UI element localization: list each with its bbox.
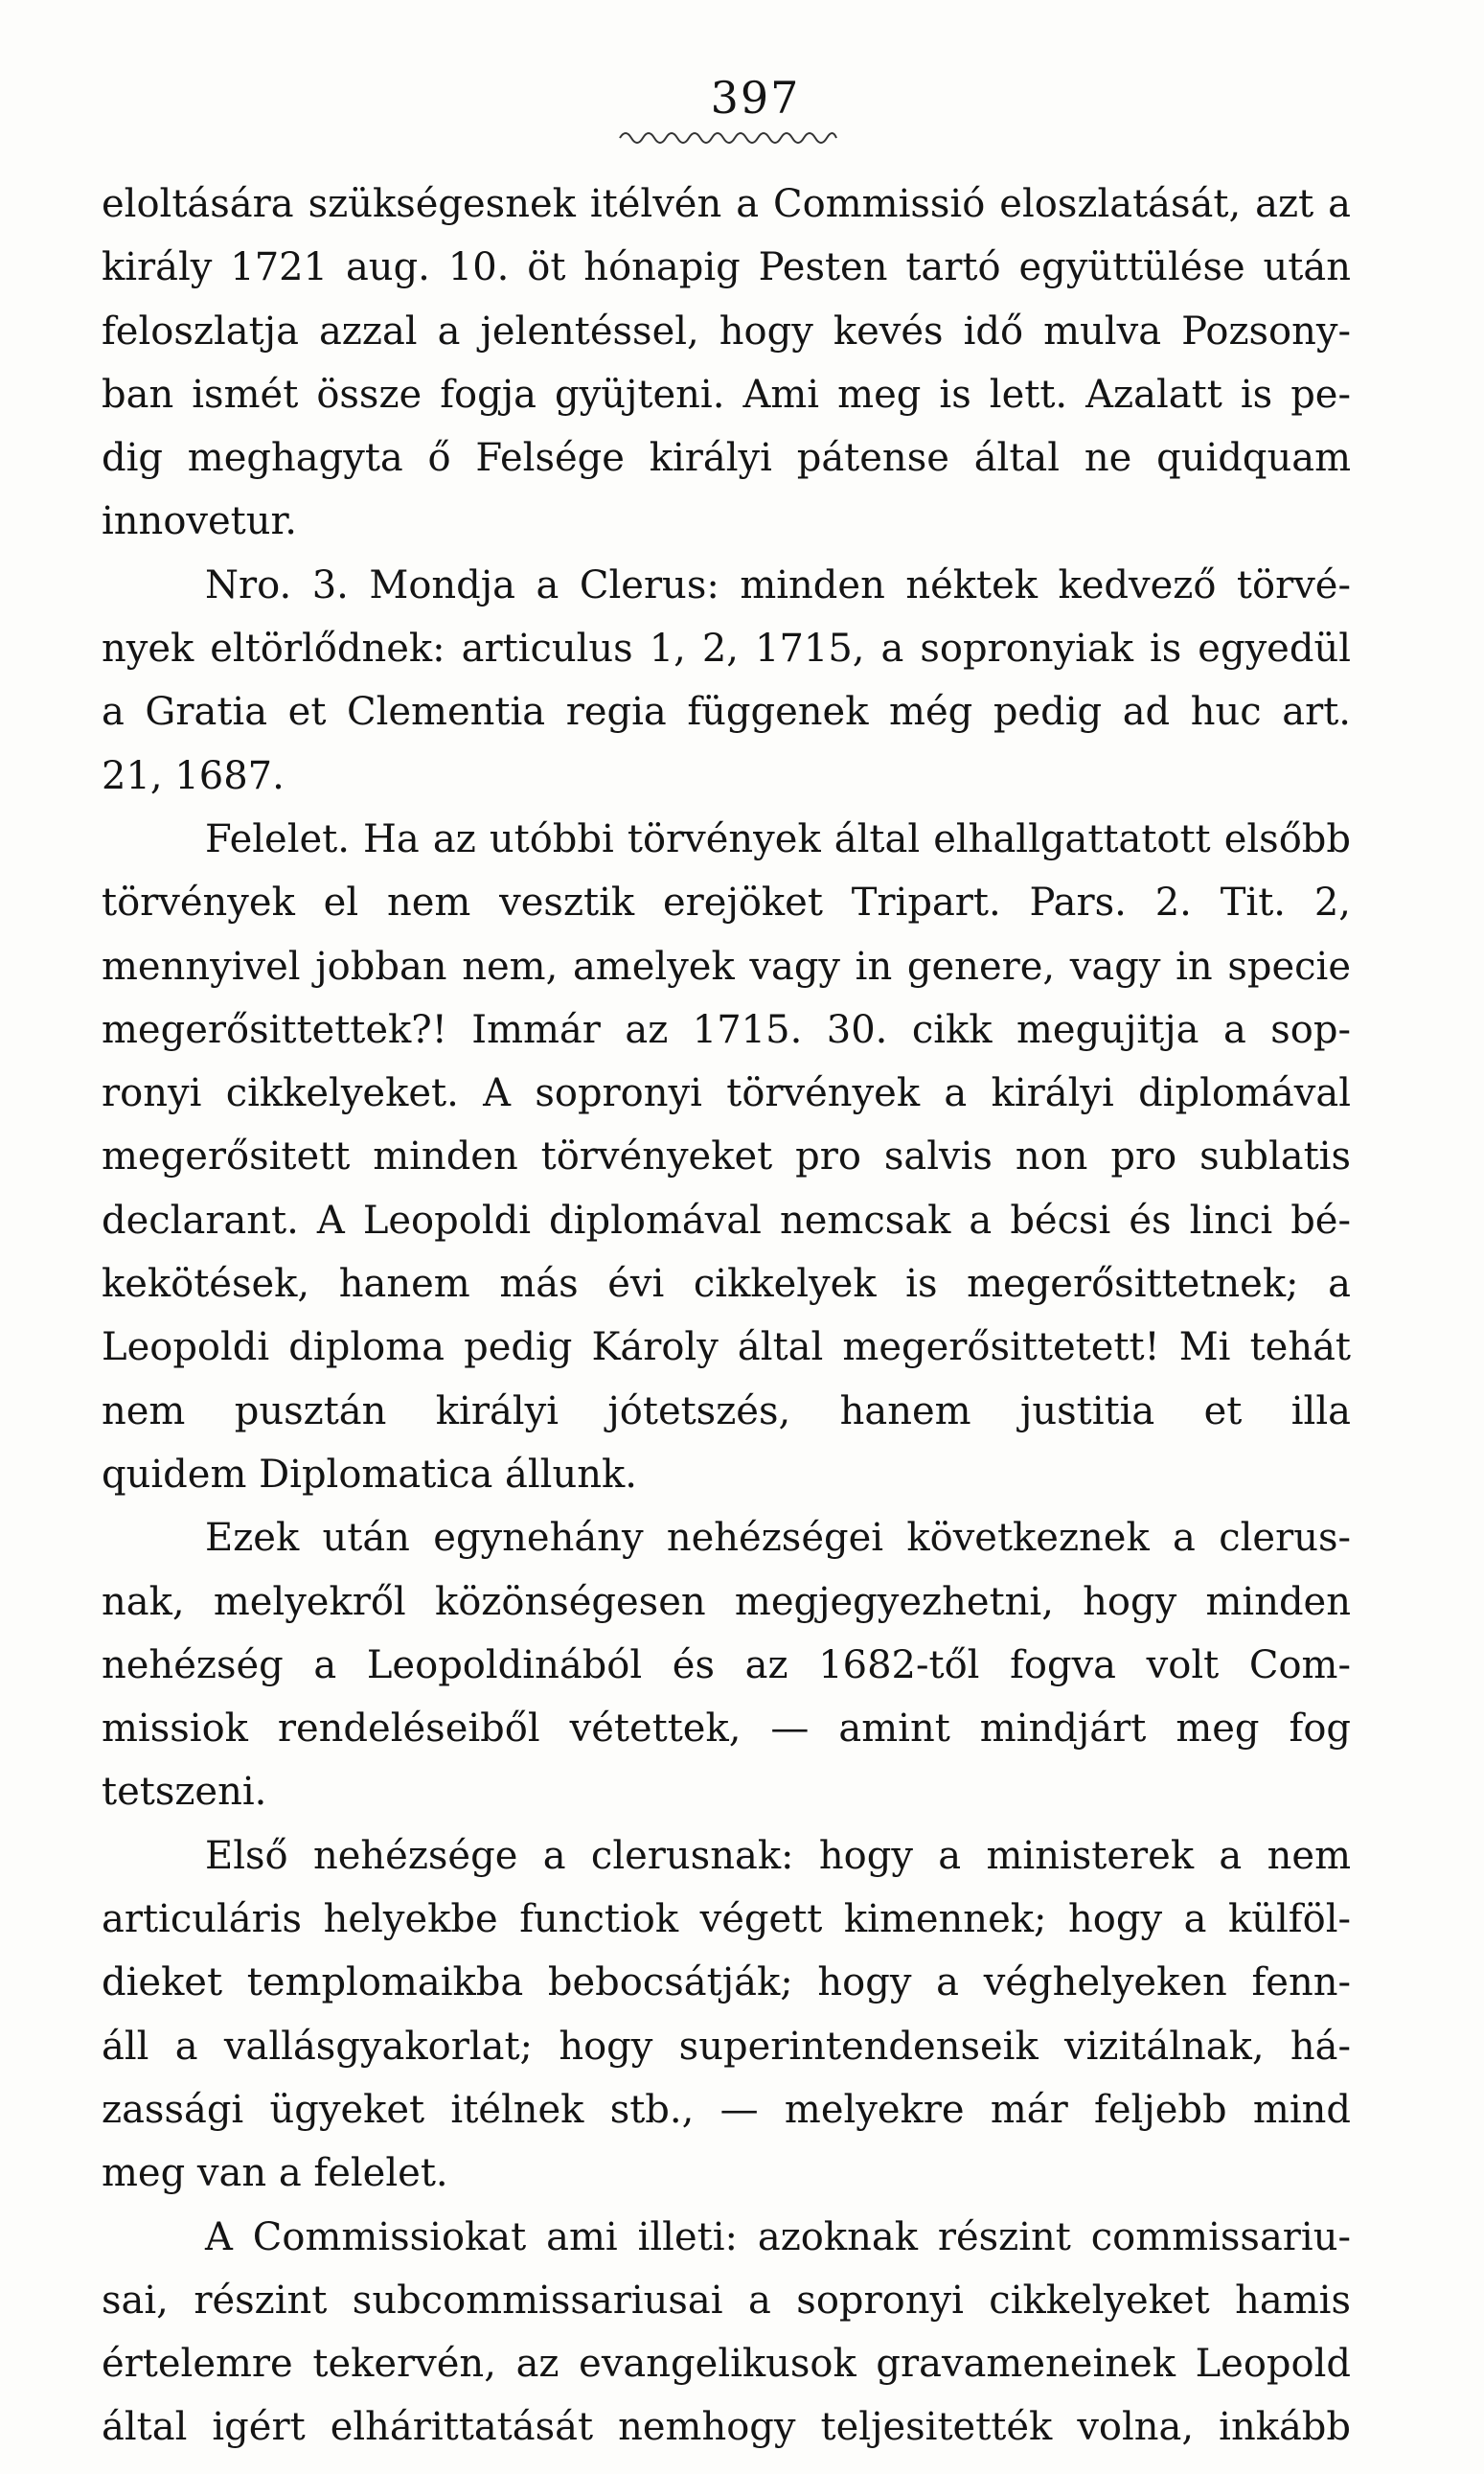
text-line: declarant. A Leopoldi diplomával nemcsak a bécsi és linci bé- xyxy=(102,1198,1351,1243)
text-line: quidem Diplomatica állunk. xyxy=(102,1452,637,1497)
text-line: ronyi cikkelyeket. A sopronyi törvények a királyi diplomával xyxy=(102,1071,1351,1116)
text-line: eloltására szükségesnek itélvén a Commissió eloszlatását, azt a xyxy=(102,182,1351,226)
text-line: kekötések, hanem más évi cikkelyek is megerősittetnek; a xyxy=(102,1262,1351,1307)
text-line: nak, melyekről közönségesen megjegyezhetni, hogy minden xyxy=(102,1579,1351,1624)
text-line: törvények el nem vesztik erejöket Tripart. Pars. 2. Tit. 2, xyxy=(102,881,1351,926)
text-line: Nro. 3. Mondja a Clerus: minden néktek kedvező törvé- xyxy=(205,562,1351,607)
text-line: Leopoldi diploma pedig Károly által megerősittetett! Mi tehát xyxy=(102,1325,1351,1370)
text-line: articuláris helyekbe functiok végett kimennek; hogy a külföl- xyxy=(102,1897,1351,1942)
text-line: nyek eltörlődnek: articulus 1, 2, 1715, a sopronyiak is egyedül xyxy=(102,627,1351,672)
text-line: dig meghagyta ő Felsége királyi pátense által ne quidquam xyxy=(102,436,1351,481)
text-line: sai, részint subcommissariusai a sopronyi cikkelyeket hamis xyxy=(102,2278,1351,2323)
text-line: nem pusztán királyi jótetszés, hanem justitia et illa xyxy=(102,1388,1351,1433)
text-line: ban ismét össze fogja gyüjteni. Ami meg is lett. Azalatt is pe- xyxy=(102,372,1351,417)
text-line: innovetur. xyxy=(102,499,297,544)
text-line: A Commissiokat ami illeti: azoknak részint commissariu- xyxy=(205,2214,1351,2259)
text-line: 21, 1687. xyxy=(102,753,285,798)
text-line: Ezek után egynehány nehézségei következnek a clerus- xyxy=(205,1516,1351,1561)
text-line: által igért elhárittatását nemhogy teljesitették volna, inkább xyxy=(102,2405,1351,2450)
page-number: 397 xyxy=(710,72,801,124)
text-line: mennyivel jobban nem, amelyek vagy in genere, vagy in specie xyxy=(102,944,1351,989)
text-line: megerősitett minden törvényeket pro salvis non pro sublatis xyxy=(102,1134,1351,1180)
text-line: missiok rendeléseiből vétettek, — amint mindjárt meg fog xyxy=(102,1707,1351,1752)
body-text xyxy=(102,172,1351,2460)
text-line: megerősittettek?! Immár az 1715. 30. cikk megujitja a sop- xyxy=(102,1007,1351,1052)
text-line: tetszeni. xyxy=(102,1770,267,1815)
text-line: feloszlatja azzal a jelentéssel, hogy kevés idő mulva Pozsony- xyxy=(102,309,1351,354)
text-line: meg van a felelet. xyxy=(102,2151,448,2196)
text-line: zassági ügyeket itélnek stb., — melyekre már feljebb mind xyxy=(102,2087,1351,2132)
text-line: dieket templomaikba bebocsátják; hogy a véghelyeken fenn- xyxy=(102,1960,1351,2005)
text-line: áll a vallásgyakorlat; hogy superintendenseik vizitálnak, há- xyxy=(102,2024,1351,2069)
wavy-rule-ornament xyxy=(618,125,838,146)
text-line: nehézség a Leopoldinából és az 1682-től fogva volt Com- xyxy=(102,1642,1351,1687)
text-line: Első nehézsége a clerusnak: hogy a ministerek a nem xyxy=(205,1833,1351,1878)
text-line: király 1721 aug. 10. öt hónapig Pesten tartó együttülése után xyxy=(102,245,1351,290)
text-line: a Gratia et Clementia regia függenek még pedig ad huc art. xyxy=(102,690,1351,735)
text-line: értelemre tekervén, az evangelikusok gravameneinek Leopold xyxy=(102,2342,1351,2387)
text-line: Felelet. Ha az utóbbi törvények által elhallgattatott elsőbb xyxy=(205,816,1351,861)
